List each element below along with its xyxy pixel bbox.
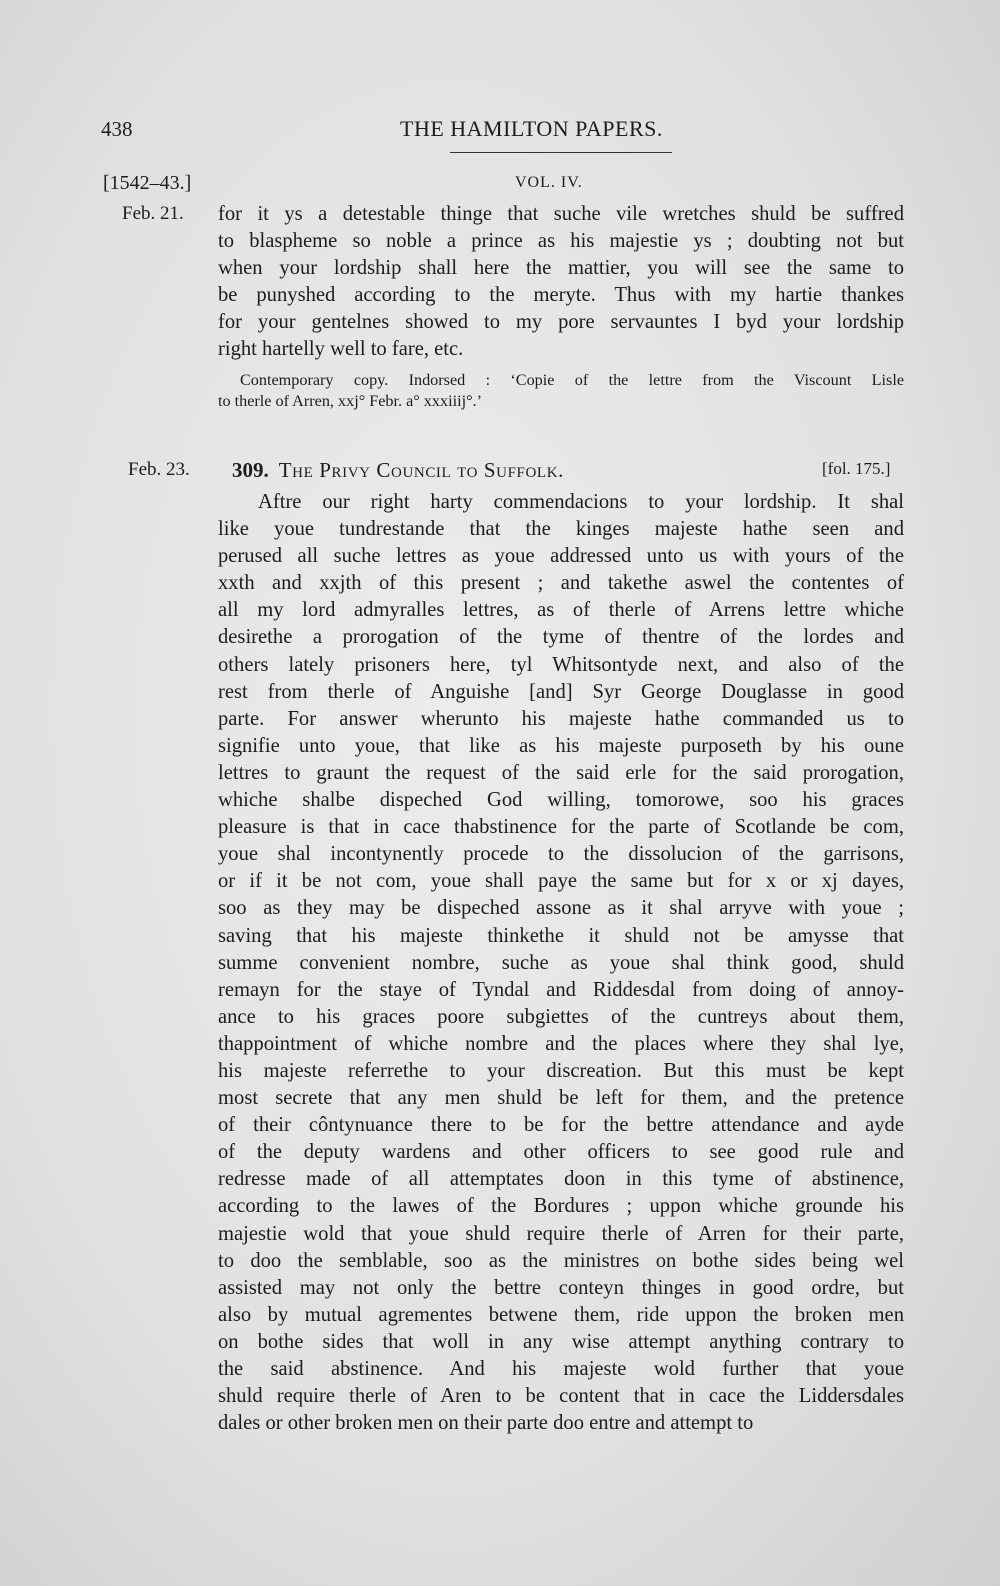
text-line: be punyshed according to the meryte. Thus with my hartie thankes: [218, 284, 904, 307]
note-line: Contemporary copy. Indorsed : ‘Copie of the lettre from the Viscount Lisle: [240, 371, 904, 389]
text-line: dales or other broken men on their parte doo entre and attempt to: [218, 1412, 754, 1435]
text-line: soo as they may be dispeched assone as it shal arryve with youe ;: [218, 897, 904, 920]
text-line: according to the lawes of the Bordures ; uppon whiche grounde his: [218, 1195, 904, 1218]
text-line: lettres to graunt the request of the said erle for the said prorogation,: [218, 761, 904, 784]
source-note: [218, 370, 904, 412]
letter-heading: [232, 458, 564, 483]
page-number: 438: [101, 117, 133, 141]
title-rule: [450, 152, 672, 153]
margin-date: Feb. 23.: [128, 459, 190, 480]
volume-label: VOL. IV.: [515, 174, 583, 191]
letter-text: [218, 489, 904, 1437]
text-line: his majeste referrethe to your discreation. But this must be kept: [218, 1059, 904, 1082]
text-line: whiche shalbe dispeched God willing, tomorowe, soo his graces: [218, 789, 904, 812]
text-line: to blaspheme so noble a prince as his majestie ys ; doubting not but: [218, 230, 904, 253]
text-line: rest from therle of Anguishe [and] Syr George Douglasse in good: [218, 680, 904, 703]
text-line: remayn for the staye of Tyndal and Riddesdal from doing of annoy-: [218, 978, 904, 1001]
text-line: signifie unto youe, that like as his majeste purposeth by his oune: [218, 734, 904, 757]
text-line: on bothe sides that woll in any wise attempt anything contrary to: [218, 1330, 904, 1353]
text-line: to doo the semblable, soo as the ministres on bothe sides being wel: [218, 1249, 904, 1272]
text-line: like youe tundrestande that the kinges majeste hathe seen and: [218, 518, 904, 541]
text-line: the said abstinence. And his majeste wold further that youe: [218, 1358, 904, 1380]
text-line: assisted may not only the bettre conteyn thinges in good ordre, but: [218, 1276, 904, 1299]
text-line: for it ys a detestable thinge that suche vile wretches shuld be suffred: [218, 203, 904, 225]
letter-title: The Privy Council to Suffolk.: [278, 458, 564, 482]
text-line: right hartelly well to fare, etc.: [218, 338, 464, 361]
letter-number: 309.: [232, 458, 269, 482]
text-line: perused all suche lettres as youe addressed unto us with yours of the: [218, 545, 904, 568]
text-line: for your gentelnes showed to my pore servauntes I byd your lordship: [218, 311, 904, 334]
text-line: ance to his graces poore subgiettes of the cuntreys about them,: [218, 1005, 904, 1028]
date-range: [1542–43.]: [103, 172, 192, 194]
text-line: Aftre our right harty commendacions to your lordship. It shal: [258, 491, 904, 513]
text-line: parte. For answer wherunto his majeste hathe commanded us to: [218, 707, 904, 730]
text-line: of the deputy wardens and other officers to see good rule and: [218, 1141, 904, 1164]
note-line: to therle of Arren, xxj° Febr. a° xxxiiij°.’: [218, 392, 482, 410]
running-title: THE HAMILTON PAPERS.: [400, 116, 663, 141]
folio-reference: [fol. 175.]: [822, 459, 891, 478]
text-line: of their côntynuance there to be for the bettre attendance and ayde: [218, 1114, 904, 1137]
text-line: redresse made of all attemptates doon in this tyme of abstinence,: [218, 1168, 904, 1191]
text-line: when your lordship shall here the mattier, you will see the same to: [218, 257, 904, 280]
text-line: pleasure is that in cace thabstinence for the parte of Scotlande be com,: [218, 816, 904, 839]
text-line: most secrete that any men shuld be left for them, and the pretence: [218, 1087, 904, 1110]
text-line: others lately prisoners here, tyl Whitsontyde next, and also of the: [218, 653, 904, 676]
margin-date: Feb. 21.: [122, 203, 184, 224]
text-line: shuld require therle of Aren to be content that in cace the Liddersdales: [218, 1385, 904, 1408]
text-line: majestie wold that youe shuld require therle of Arren for their parte,: [218, 1222, 904, 1245]
text-line: desirethe a prorogation of the tyme of thentre of the lordes and: [218, 626, 904, 649]
text-line: summe convenient nombre, suche as youe shal think good, shuld: [218, 951, 904, 974]
text-line: thappointment of whiche nombre and the places where they shal lye,: [218, 1032, 904, 1055]
text-line: all my lord admyralles lettres, as of therle of Arrens lettre whiche: [218, 599, 904, 622]
text-line: xxth and xxjth of this present ; and takethe aswel the contentes of: [218, 572, 904, 595]
text-line: youe shal incontynently procede to the dissolucion of the garrisons,: [218, 843, 904, 866]
continued-text: [218, 201, 904, 364]
text-line: also by mutual agrementes betwene them, ride uppon the broken men: [218, 1303, 904, 1326]
text-line: or if it be not com, youe shall paye the same but for x or xj dayes,: [218, 870, 904, 893]
text-line: saving that his majeste thinkethe it shuld not be amysse that: [218, 924, 904, 947]
